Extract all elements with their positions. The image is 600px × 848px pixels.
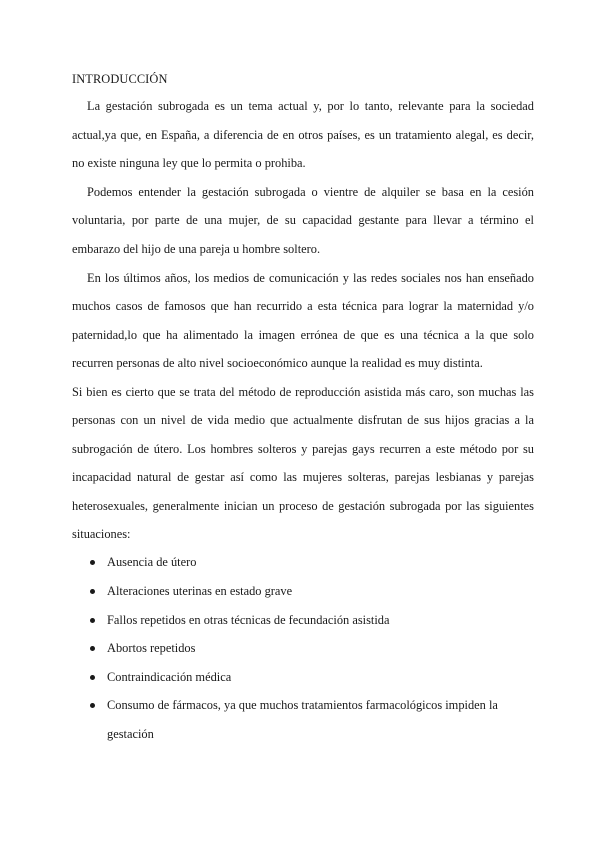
list-item-text: Contraindicación médica: [107, 669, 232, 684]
bullet-icon: [90, 646, 95, 651]
paragraph-intro: La gestación subrogada es un tema actual y, por lo tanto, relevante para la sociedad actual,ya que, en España, a diferencia de en otros países, es un tratamiento alegal, es decir, no existe ninguna ley que lo permita o prohiba.: [72, 99, 534, 171]
section-heading: INTRODUCCIÓN: [72, 72, 168, 86]
list-item: [107, 634, 534, 663]
paragraph-situations: Si bien es cierto que se trata del método de reproducción asistida más caro, son muchas las personas con un nivel de vida medio que actualmente disfrutan de sus hijos gracias a la subrogación de útero. Los hombres solteros y parejas gays recurren a este método por su incapacidad natural de gestar así como las mujeres solteras, parejas lesbianas y parejas heterosexuales, generalmente inician un proceso de gestación subrogada por las siguientes situaciones:: [72, 384, 534, 541]
bullet-icon: [90, 618, 95, 623]
list-item: [107, 577, 534, 606]
bullet-icon: [90, 589, 95, 594]
list-item-text: Alteraciones uterinas en estado grave: [107, 583, 293, 598]
bullet-icon: [90, 703, 95, 708]
paragraph-media: En los últimos años, los medios de comunicación y las redes sociales nos han enseñado muchos casos de famosos que han recurrido a esta técnica para lograr la maternidad y/o paternidad,lo que ha alimentado la imagen errónea de que es una técnica a la que solo recurren personas de alto nivel socioeconómico aunque la realidad es muy distinta.: [72, 270, 534, 371]
list-item: [107, 663, 534, 692]
paragraph-definition: Podemos entender la gestación subrogada o vientre de alquiler se basa en la cesión voluntaria, por parte de una mujer, de su capacidad gestante para llevar a término el embarazo del hijo de una pareja u hombre soltero.: [72, 184, 534, 256]
list-item: [107, 606, 534, 635]
document-body: [72, 67, 534, 749]
list-item-text: Consumo de fármacos, ya que muchos tratamientos farmacológicos impiden la gestación: [107, 698, 498, 741]
list-item-text: Ausencia de útero: [107, 555, 197, 570]
list-item-text: Fallos repetidos en otras técnicas de fecundación asistida: [107, 612, 390, 627]
bullet-icon: [90, 560, 95, 565]
list-item-text: Abortos repetidos: [107, 641, 196, 656]
list-item: [107, 548, 534, 577]
list-item: [107, 691, 534, 748]
situations-list: [72, 548, 534, 748]
bullet-icon: [90, 675, 95, 680]
